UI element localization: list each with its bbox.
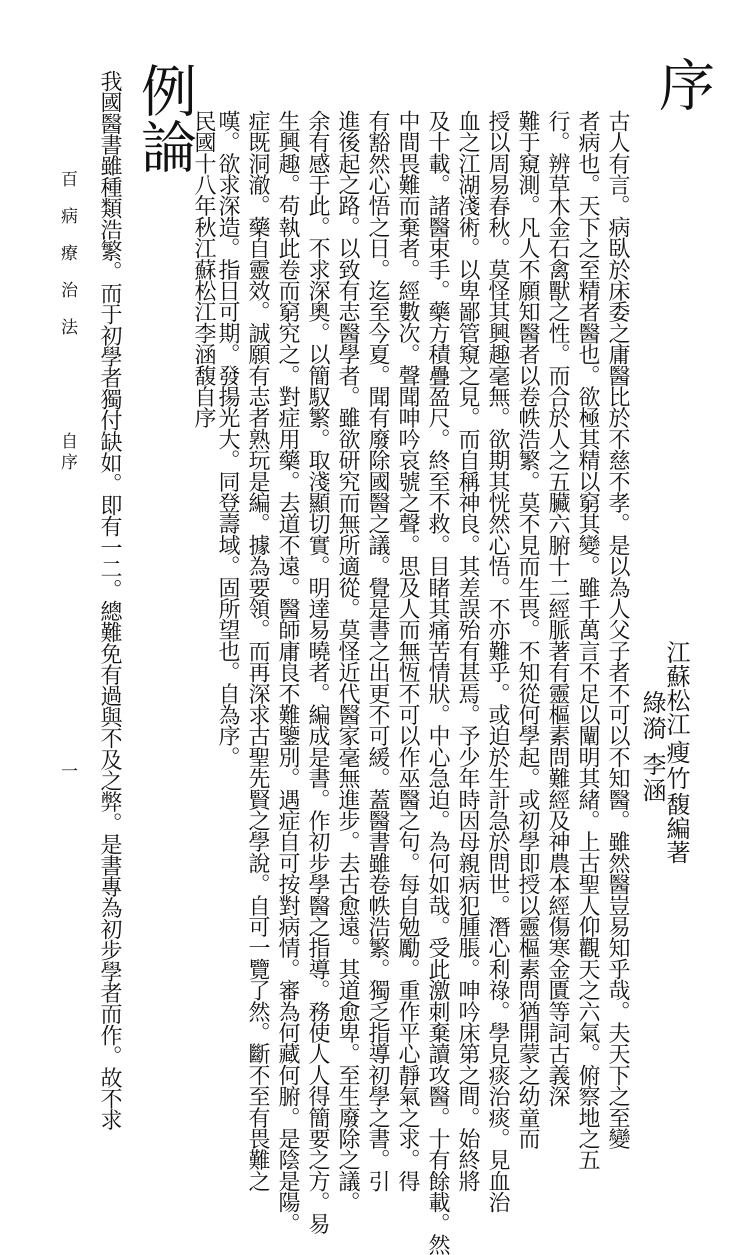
- preface-line: 難于窺測。凡人不願知醫者以卷帙浩繁。莫不見而生畏。不知從何學起。或初學即授以靈樞素問猶開蒙之幼童而: [515, 110, 540, 1149]
- preface-line: 者病也。天下之至精者醫也。欲極其精以窮其變。雖千萬言不足以闡明其緒。上古聖人仰觀天之六氣。俯察地之五: [575, 110, 600, 1171]
- preface-line: 血之江湖淺術。以卑鄙管窺之見。而自稱神良。其差誤殆有甚焉。予少年時因母親病犯腫脹。呻吟床第之間。始終將: [455, 110, 480, 1192]
- author-role: 馥編著: [662, 792, 690, 864]
- co-author-name: 綠: [638, 690, 666, 714]
- preface-line: 余有感于此。不求深奧。以簡馭繁。取淺顯切實。明達易曉者。編成是書。作初步學醫之指導。務使人人得簡要之方。易: [305, 110, 330, 1234]
- page-number: 一: [57, 762, 77, 779]
- preface-line: 中間畏難而棄者。經數次。聲聞呻吟哀號之聲。思及人而無恆不可以作巫醫之句。每自勉勵。重作平心靜氣之求。得: [395, 110, 420, 1192]
- author-alias-top: 瘦: [662, 740, 690, 764]
- preface-heading: 序: [650, 56, 715, 112]
- preface-line: 有豁然心悟之日。迄至今夏。聞有廢除國醫之議。覺是書之出更不可緩。蓋醫書雖卷帙浩繁。獨乏指導初學之書。引: [365, 110, 390, 1192]
- section-name: 自序: [57, 432, 77, 474]
- rules-line: 我國醫書雖種類浩繁。而于初學者獨付缺如。即有一二。總難免有過與不及之弊。是書專為初步學者而作。故不求: [97, 70, 122, 1131]
- author-alias-bottom: 竹: [662, 766, 690, 790]
- preface-line: 症既洞澈。藥自靈效。誠願有志者熟玩是編。據為要領。而再深求古聖先賢之學說。自可一覽了然。斷不至有畏難之: [245, 110, 270, 1192]
- author-surname: 李: [638, 752, 666, 776]
- author-place: 江蘇松江: [662, 640, 690, 736]
- co-author-name-2: 漪: [638, 716, 666, 740]
- preface-line: 嘆。欲求深造。指日可期。發揚光大。同登壽域。固所望也。自為序。: [215, 110, 240, 768]
- preface-line: 生興趣。苟執此卷而窮究之。對症用藥。去道不遠。醫師庸良不難鑒別。遇症自可按對病情。審為何藏何腑。是陰是陽。: [275, 110, 300, 1234]
- preface-line: 古人有言。病臥於床委之庸醫比於不慈不孝。是以為人父子者不可以不知醫。雖然醫豈易知乎哉。夫天下之至變: [605, 110, 630, 1149]
- preface-line: 行。辨草木金石禽獸之性。而合於人之五臟六腑十二經脈著有靈樞素問難經及神農本經傷寒金匱等詞古義深: [545, 110, 570, 1107]
- preface-line: 進後起之路。以致有志醫學者。雖欲研究而無所適從。莫怪近代醫家毫無進步。去古愈遠。其道愈卑。至生廢除之議。: [335, 110, 360, 1213]
- preface-signature: 民國十八年秋江蘇松江李涵馥自序: [191, 110, 216, 429]
- author-given: 涵: [638, 778, 666, 802]
- preface-line: 授以周易春秋。莫怪其興趣毫無。欲期其恍然心悟。不亦難乎。或迫於生計急於問世。潛心利祿。學見痰治痰。見血治: [485, 110, 510, 1213]
- rules-heading: 例論: [132, 62, 197, 174]
- preface-line: 及十載。諸醫束手。藥方積疊盈尺。終至不救。目睹其痛苦情狀。中心急迫。為何如哉。受此激刺棄讀攻醫。十有餘載。然: [425, 110, 450, 1255]
- book-title: 百病療治法: [57, 170, 77, 355]
